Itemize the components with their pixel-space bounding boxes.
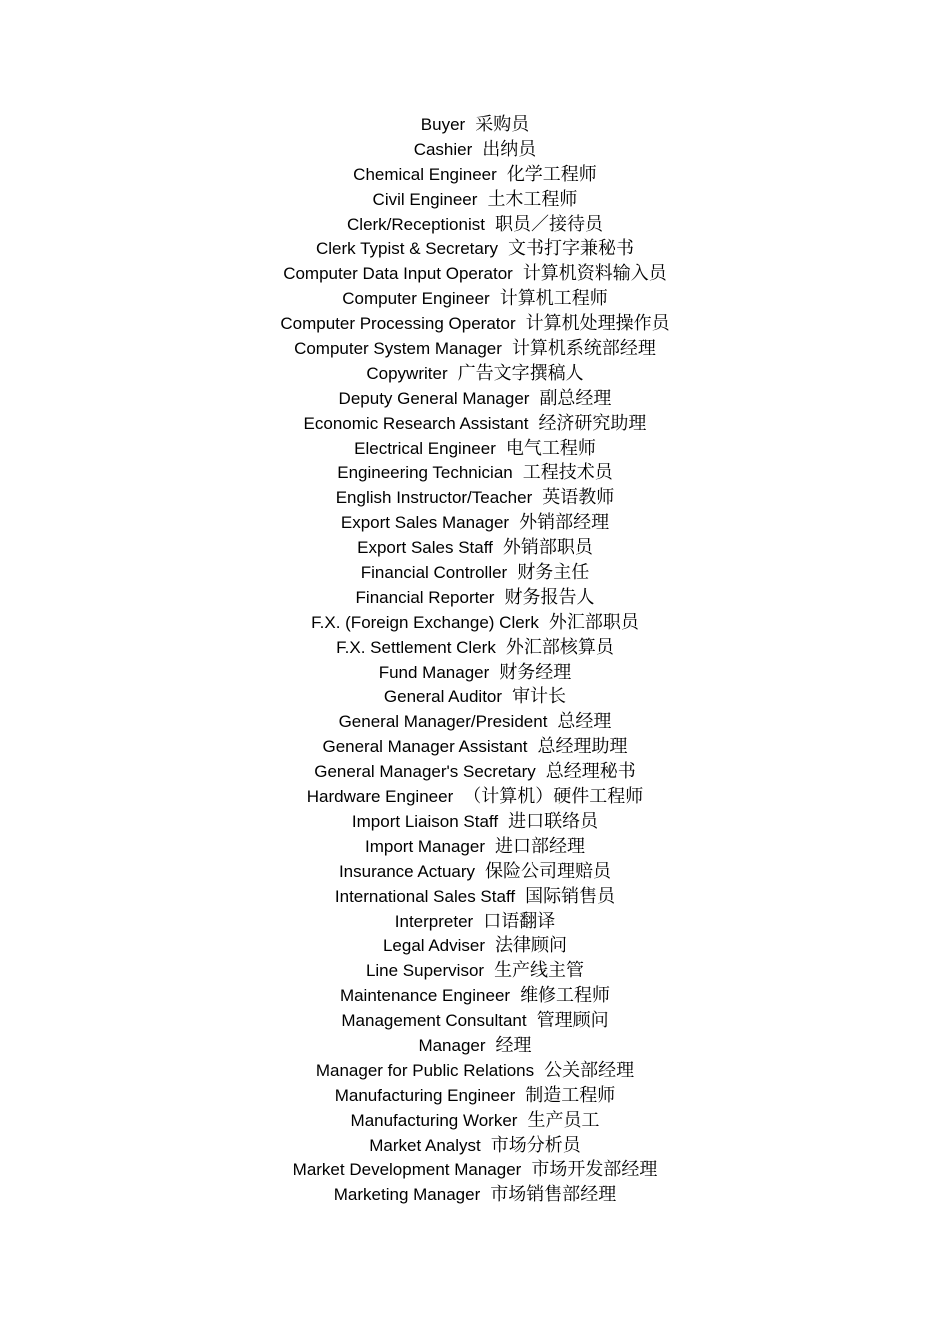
job-title-english: Manager	[418, 1035, 486, 1055]
glossary-entry	[0, 910, 950, 935]
glossary-entry	[0, 213, 950, 238]
glossary-entry	[0, 1009, 950, 1034]
job-title-english: Computer Data Input Operator	[283, 264, 513, 284]
job-title-english: Cashier	[413, 139, 473, 159]
glossary-entry	[0, 710, 950, 735]
glossary-entry	[0, 262, 950, 287]
job-title-chinese: 计算机系统部经理	[511, 338, 656, 360]
job-title-chinese: 文书打字兼秘书	[508, 238, 635, 260]
job-title-english: Clerk Typist & Secretary	[315, 239, 499, 259]
job-title-chinese: 职员／接待员	[494, 213, 603, 235]
job-title-english: Buyer	[420, 115, 466, 134]
job-title-english: Engineering Technician	[337, 463, 513, 483]
job-title-english: Legal Adviser	[382, 936, 486, 956]
job-title-english: Financial Reporter	[355, 587, 495, 607]
job-title-english: Line Supervisor	[365, 961, 485, 981]
job-title-chinese: 公关部经理	[544, 1059, 635, 1081]
glossary-entry	[0, 337, 950, 362]
job-title-chinese: 经济研究助理	[538, 412, 647, 434]
glossary-entry	[0, 163, 950, 188]
job-title-english: Import Manager	[365, 836, 485, 856]
job-title-chinese: 工程技术员	[522, 462, 613, 484]
job-title-chinese: 财务报告人	[504, 586, 595, 608]
job-title-chinese: 管理顾问	[536, 1010, 609, 1032]
job-title-english: F.X. (Foreign Exchange) Clerk	[311, 612, 539, 632]
job-title-english: Computer Engineer	[342, 289, 490, 309]
job-title-english: General Manager's Secretary	[314, 762, 536, 782]
job-title-english: Insurance Actuary	[338, 861, 476, 881]
glossary-entry	[0, 934, 950, 959]
job-title-chinese: 外销部职员	[502, 537, 593, 559]
job-title-chinese: 计算机资料输入员	[522, 263, 667, 285]
job-title-english: English Instructor/Teacher	[335, 488, 533, 508]
job-title-chinese: 广告文字撰稿人	[457, 362, 584, 384]
job-title-english: General Auditor	[383, 687, 503, 707]
job-title-english: Hardware Engineer	[306, 787, 454, 807]
glossary-entry	[0, 984, 950, 1009]
job-title-english: International Sales Staff	[334, 886, 516, 906]
glossary-entry	[0, 1034, 950, 1059]
job-title-english: Manager for Public Relations	[315, 1060, 535, 1080]
glossary-entry	[0, 1059, 950, 1084]
glossary-entry	[0, 561, 950, 586]
job-title-english: Fund Manager	[378, 662, 490, 682]
glossary-entry	[0, 885, 950, 910]
job-title-english: Chemical Engineer	[353, 164, 497, 184]
glossary-entry	[0, 138, 950, 163]
job-title-chinese: 出纳员	[482, 138, 537, 160]
job-title-english: Interpreter	[394, 911, 474, 931]
job-title-english: Financial Controller	[360, 563, 508, 583]
glossary-entry	[0, 1084, 950, 1109]
glossary-entry	[0, 287, 950, 312]
job-title-english: Manufacturing Engineer	[334, 1085, 516, 1105]
job-title-english: Economic Research Assistant	[303, 413, 529, 433]
glossary-entry	[0, 511, 950, 536]
glossary-entry	[0, 362, 950, 387]
glossary-entry	[0, 412, 950, 437]
job-title-chinese: 维修工程师	[520, 985, 611, 1007]
glossary-list	[0, 113, 950, 1208]
glossary-entry	[0, 237, 950, 262]
job-title-english: Import Liaison Staff	[351, 811, 499, 831]
glossary-entry	[0, 685, 950, 710]
glossary-entry	[0, 188, 950, 213]
job-title-chinese: 审计长	[512, 686, 567, 708]
glossary-entry	[0, 486, 950, 511]
job-title-chinese: 财务经理	[499, 661, 572, 683]
job-title-chinese: 外汇部职员	[548, 611, 639, 633]
glossary-entry	[0, 810, 950, 835]
job-title-chinese: 进口部经理	[495, 835, 585, 857]
job-title-chinese: 市场销售部经理	[490, 1184, 617, 1206]
glossary-entry	[0, 1183, 950, 1208]
job-title-english: Market Development Manager	[292, 1160, 522, 1180]
glossary-entry	[0, 1158, 950, 1183]
glossary-entry	[0, 785, 950, 810]
glossary-entry	[0, 1109, 950, 1134]
job-title-chinese: 市场开发部经理	[531, 1159, 658, 1181]
job-title-english: General Manager/President	[338, 712, 548, 732]
job-title-chinese: 生产员工	[527, 1109, 600, 1131]
glossary-entry	[0, 760, 950, 785]
job-title-chinese: 外销部经理	[519, 512, 610, 534]
job-title-english: Market Analyst	[369, 1135, 481, 1155]
job-title-english: General Manager Assistant	[322, 737, 528, 757]
job-title-chinese: 口语翻译	[483, 910, 556, 932]
job-title-chinese: 国际销售员	[525, 885, 616, 907]
job-title-chinese: 外汇部核算员	[505, 636, 614, 658]
glossary-entry	[0, 586, 950, 611]
job-title-english: Export Sales Staff	[357, 538, 493, 558]
job-title-chinese: 市场分析员	[490, 1134, 581, 1156]
job-title-chinese: 进口联络员	[508, 810, 599, 832]
job-title-chinese: 土木工程师	[487, 188, 578, 210]
job-title-chinese: 电气工程师	[505, 437, 596, 459]
job-title-english: Manufacturing Worker	[350, 1110, 518, 1130]
job-title-chinese: 计算机工程师	[499, 288, 608, 310]
glossary-entry	[0, 735, 950, 760]
glossary-entry	[0, 113, 950, 138]
job-title-english: Maintenance Engineer	[339, 986, 511, 1006]
glossary-entry	[0, 437, 950, 462]
glossary-entry	[0, 661, 950, 686]
job-title-chinese: 总经理	[557, 711, 612, 733]
job-title-chinese: 制造工程师	[525, 1084, 616, 1106]
job-title-english: Management Consultant	[341, 1011, 527, 1031]
job-title-english: Export Sales Manager	[340, 513, 510, 533]
glossary-entry	[0, 959, 950, 984]
glossary-entry	[0, 461, 950, 486]
job-title-chinese: 总经理秘书	[545, 761, 636, 783]
glossary-entry	[0, 387, 950, 412]
job-title-english: Computer Processing Operator	[280, 314, 516, 334]
glossary-entry	[0, 536, 950, 561]
job-title-chinese: 经理	[495, 1034, 532, 1056]
job-title-chinese: 保险公司理赔员	[485, 860, 612, 882]
glossary-entry	[0, 1134, 950, 1159]
job-title-chinese: 采购员	[475, 114, 530, 135]
job-title-english: Deputy General Manager	[338, 388, 530, 408]
job-title-chinese: 化学工程师	[506, 163, 597, 185]
job-title-chinese: 英语教师	[542, 487, 615, 509]
job-title-chinese: 计算机处理操作员	[525, 313, 670, 335]
job-title-english: Marketing Manager	[333, 1185, 481, 1205]
glossary-entry	[0, 860, 950, 885]
job-title-english: Computer System Manager	[294, 339, 502, 359]
glossary-entry	[0, 312, 950, 337]
job-title-english: F.X. Settlement Clerk	[336, 637, 496, 657]
job-title-chinese: （计算机）硬件工程师	[463, 786, 644, 808]
glossary-entry	[0, 636, 950, 661]
job-title-chinese: 法律顾问	[495, 935, 568, 957]
job-title-english: Copywriter	[366, 363, 448, 383]
job-title-chinese: 副总经理	[539, 387, 612, 409]
job-title-chinese: 总经理助理	[537, 736, 628, 758]
job-title-english: Electrical Engineer	[354, 438, 496, 458]
job-title-english: Civil Engineer	[372, 189, 478, 209]
job-title-english: Clerk/Receptionist	[347, 214, 485, 234]
job-title-chinese: 生产线主管	[494, 960, 585, 982]
job-title-chinese: 财务主任	[517, 562, 590, 584]
glossary-entry	[0, 611, 950, 636]
glossary-entry	[0, 835, 950, 860]
